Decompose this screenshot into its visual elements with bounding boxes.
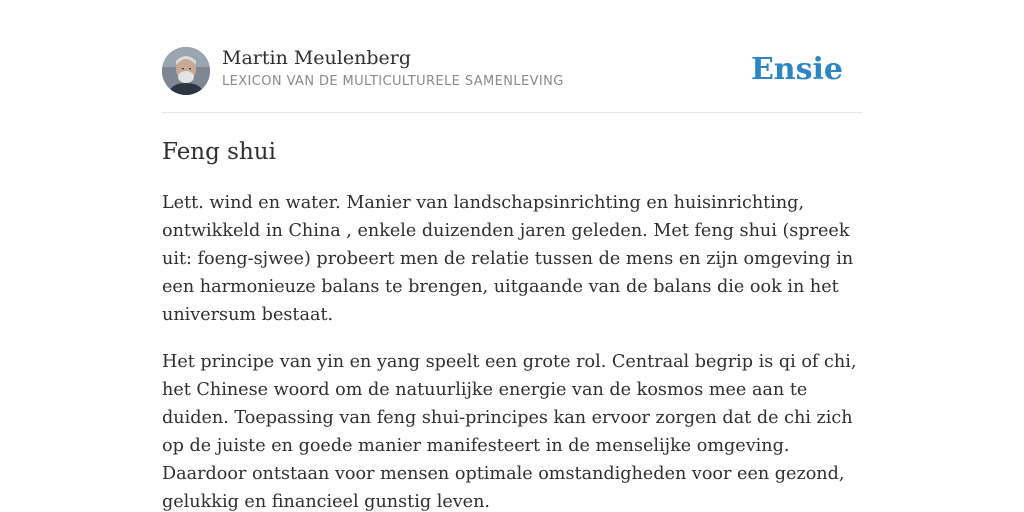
article-title: Feng shui [162,139,276,165]
article-header [162,46,862,113]
ensie-logo[interactable]: Ensie [750,52,843,87]
article-container [162,46,862,512]
article-body [162,189,862,512]
author-name[interactable]: Martin Meulenberg [222,47,411,69]
author-subtitle[interactable]: LEXICON VAN DE MULTICULTURELE SAMENLEVING [222,74,564,89]
article-paragraph: Lett. wind en water. Manier van landschapsinrichting en huisinrichting, ontwikkeld in China , enkele duizenden jaren geleden. Met feng shui (spreek uit: foeng-sjwee) probeert men de relatie tussen de mens en zijn omgeving in een harmonieuze balans te brengen, uitgaande van de balans die ook in het universum bestaat. [162,193,854,325]
author-avatar[interactable] [162,47,210,95]
article-paragraph: Het principe van yin en yang speelt een grote rol. Centraal begrip is qi of chi, het Chinese woord om de natuurlijke energie van de kosmos mee aan te duiden. Toepassing van feng shui-principes kan ervoor zorgen dat de chi zich op de juiste en goede manier manifesteert in de menselijke omgeving. Daardoor ontstaan voor mensen optimale omstandigheden voor een gezond, gelukkig en financieel gunstig leven. [162,352,857,512]
author-photo [162,47,210,95]
